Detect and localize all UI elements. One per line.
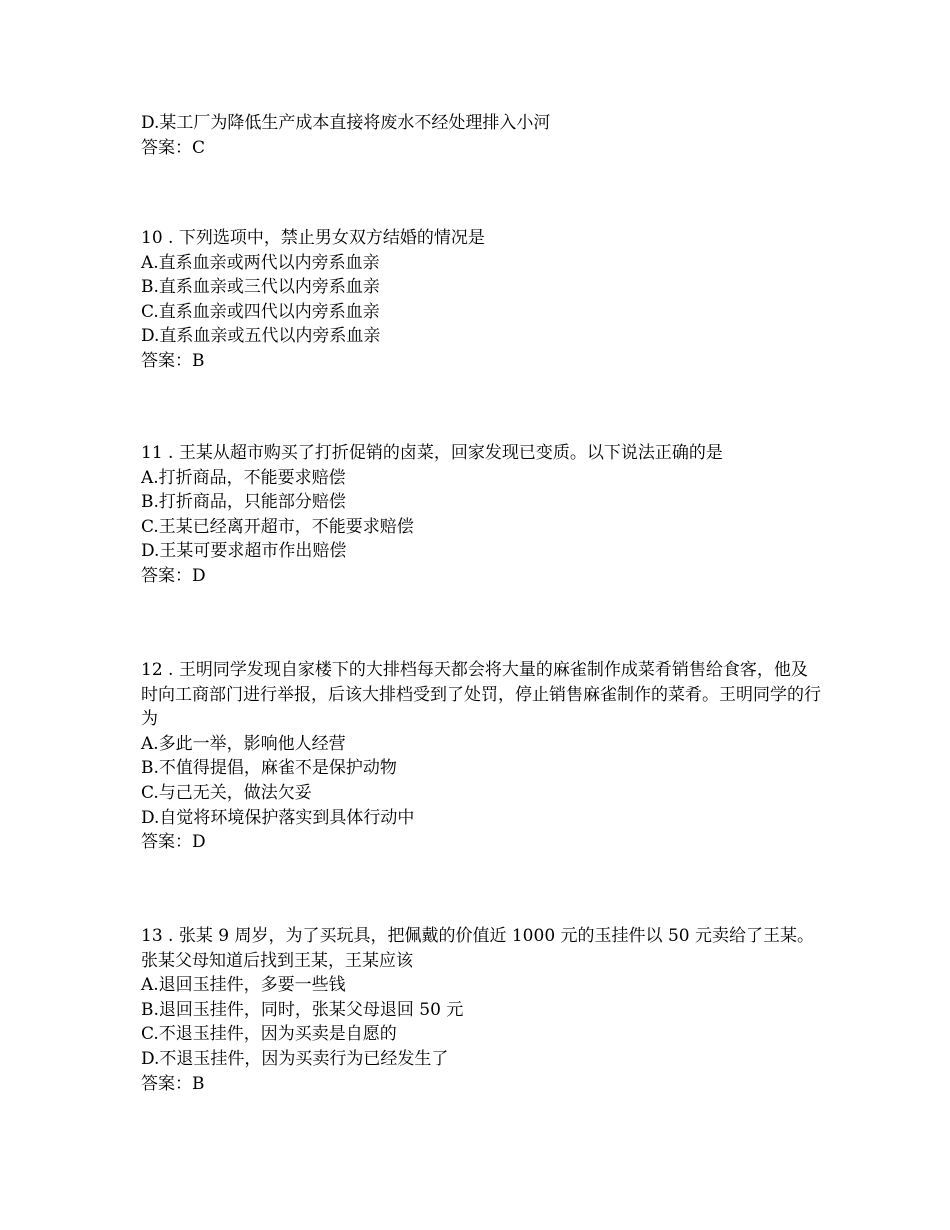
question-13 [141,924,831,1096]
option-d: D.王某可要求超市作出赔偿 [141,541,347,562]
option-c: C.直系血亲或四代以内旁系血亲 [141,301,380,322]
option-b: B.退回玉挂件，同时，张某父母退回 50 元 [141,999,464,1020]
option-c: C.王某已经离开超市，不能要求赔偿 [141,516,414,537]
question-12 [141,658,831,855]
question-11 [141,441,831,589]
option-d: D.不退玉挂件，因为买卖行为已经发生了 [141,1048,449,1069]
option-a: A.多此一举，影响他人经营 [141,733,346,754]
option-d: D.自觉将环境保护落实到具体行动中 [141,807,415,828]
option-a: A.直系血亲或两代以内旁系血亲 [141,252,380,273]
option-b: B.不值得提倡，麻雀不是保护动物 [141,758,397,779]
question-stem: 10 . 下列选项中，禁止男女双方结婚的情况是 [141,228,485,248]
previous-question-tail [141,111,831,160]
question-stem: 11 . 王某从超市购买了打折促销的卤菜，回家发现已变质。以下说法正确的是 [141,443,723,463]
answer: 答案：B [141,350,205,371]
option-d: D.某工厂为降低生产成本直接将废水不经处理排入小河 [141,113,551,133]
option-d: D.直系血亲或五代以内旁系血亲 [141,326,381,347]
answer: 答案：D [141,565,206,586]
question-10 [141,226,831,374]
option-b: B.打折商品，只能部分赔偿 [141,492,346,513]
answer: 答案：C [141,137,206,158]
option-c: C.不退玉挂件，因为买卖是自愿的 [141,1024,397,1045]
answer: 答案：B [141,1073,205,1094]
question-stem: 13 . 张某 9 周岁，为了买玩具，把佩戴的价值近 1000 元的玉挂件以 50 元卖给了王某。张某父母知道后找到王某，王某应该 [141,926,814,971]
option-c: C.与己无关，做法欠妥 [141,782,312,803]
question-stem: 12 . 王明同学发现自家楼下的大排档每天都会将大量的麻雀制作成菜肴销售给食客，他及时向工商部门进行举报，后该大排档受到了处罚，停止销售麻雀制作的菜肴。王明同学的行为 [141,660,821,730]
option-b: B.直系血亲或三代以内旁系血亲 [141,277,380,298]
option-a: A.退回玉挂件，多要一些钱 [141,975,346,996]
option-a: A.打折商品，不能要求赔偿 [141,467,346,488]
answer: 答案：D [141,832,206,853]
